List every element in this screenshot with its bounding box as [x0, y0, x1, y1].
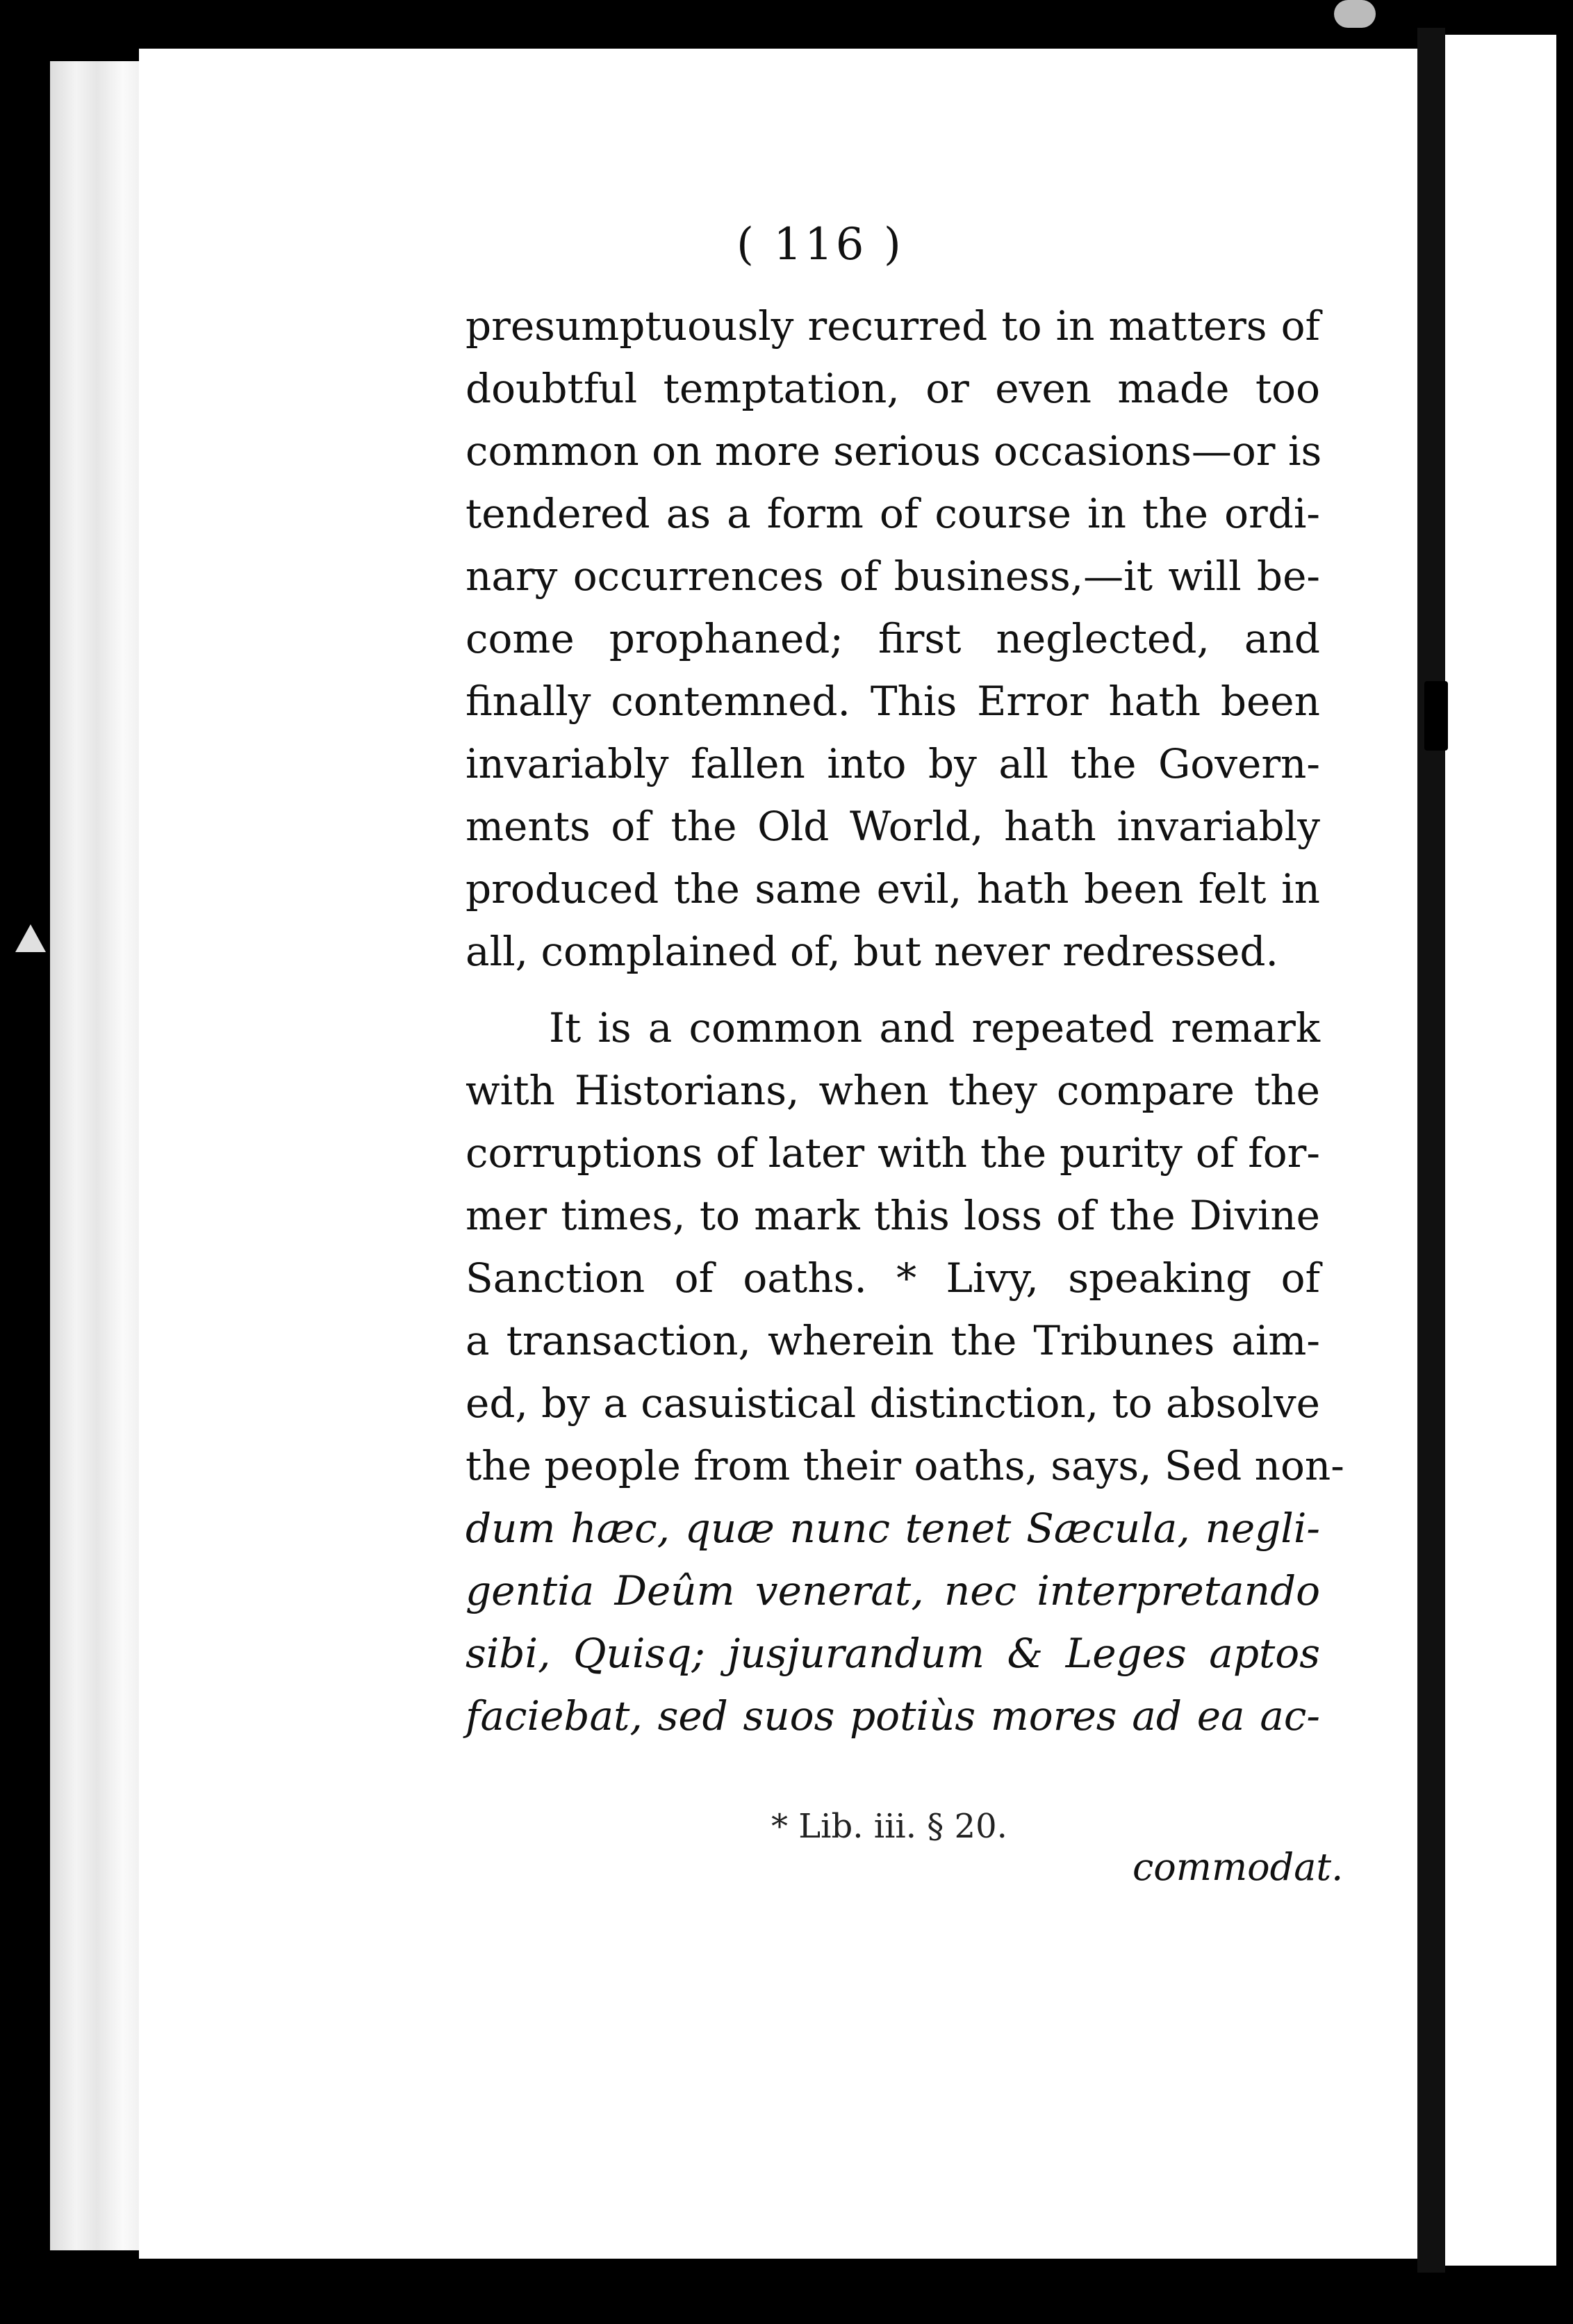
text-line: all, complained of, but never redressed. [466, 928, 1278, 975]
text-line: invariably fallen into by all the Govern- [466, 740, 1320, 787]
text-line: It is a common and repeated remark [549, 1004, 1320, 1051]
text-line: common on more serious occasions—or is [466, 427, 1322, 475]
text-line: presumptuously recurred to in matters of [466, 302, 1320, 350]
corner-mark [1334, 0, 1376, 28]
text-line: ments of the Old World, hath invariably [466, 803, 1320, 850]
text-line: with Historians, when they compare the [466, 1067, 1320, 1114]
text-line: tendered as a form of course in the ordi- [466, 490, 1320, 537]
text-line: ed, by a casuistical distinction, to absolve [466, 1380, 1320, 1427]
page-number: ( 116 ) [736, 219, 904, 270]
text-line-italic: gentia Deûm venerat, nec interpretando [466, 1567, 1320, 1614]
text-line: finally contemned. This Error hath been [466, 678, 1320, 725]
facing-page [1445, 35, 1556, 2266]
text-line: a transaction, wherein the Tribunes aim- [466, 1317, 1320, 1364]
book-gutter [1417, 28, 1445, 2273]
text-line: produced the same evil, hath been felt in [466, 865, 1320, 913]
text-line: come prophaned; first neglected, and [466, 615, 1320, 662]
text-line: corruptions of later with the purity of for- [466, 1129, 1320, 1177]
text-line-italic: sibi, Quisq; jusjurandum & Leges aptos [466, 1630, 1320, 1677]
footnote: * Lib. iii. § 20. [771, 1807, 1007, 1846]
text-line: the people from their oaths, says, Sed non- [466, 1442, 1344, 1489]
text-line-italic: faciebat, sed suos potiùs mores ad ea ac- [466, 1692, 1320, 1740]
side-arrow-icon [15, 924, 46, 952]
text-line: nary occurrences of business,—it will be- [466, 553, 1320, 600]
text-line: mer times, to mark this loss of the Divine [466, 1192, 1320, 1239]
text-line: doubtful temptation, or even made too [466, 365, 1320, 412]
text-line-italic: dum hæc, quæ nunc tenet Sæcula, negli- [466, 1505, 1320, 1552]
text-line: Sanction of oaths. * Livy, speaking of [466, 1254, 1320, 1302]
catchword: commodat. [1133, 1845, 1344, 1889]
binding-tab [1424, 681, 1448, 751]
